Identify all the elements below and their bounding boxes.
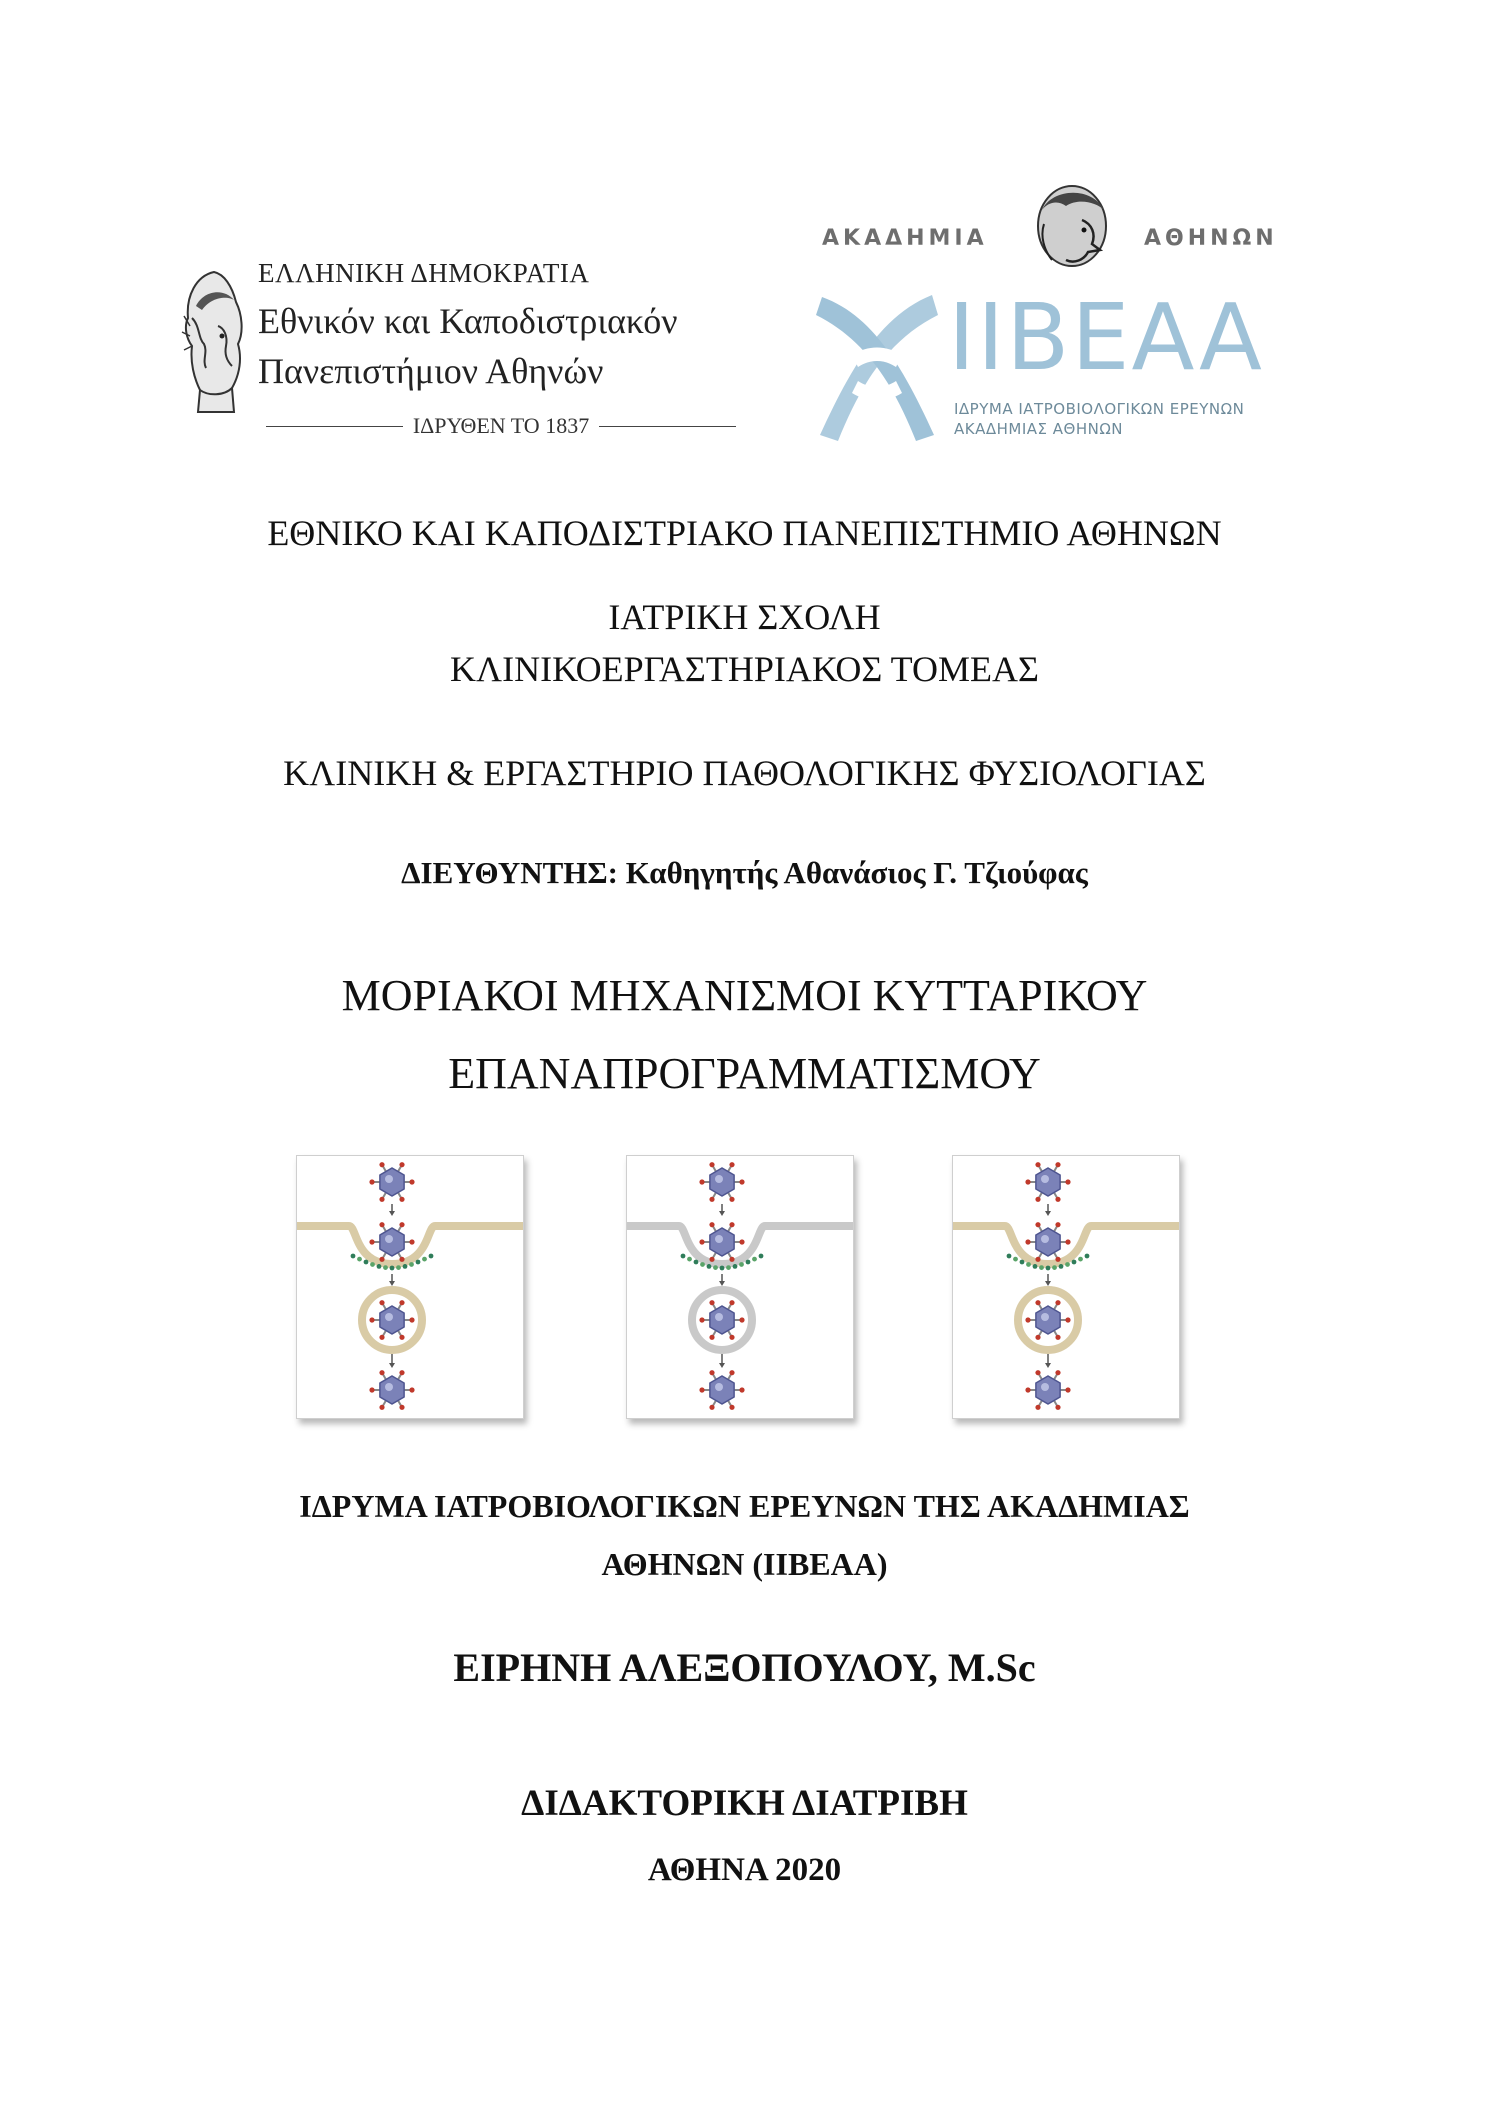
- ibeaa-wordmark: IIBEAA: [948, 284, 1264, 391]
- down-arrow-icon: [389, 1354, 395, 1368]
- athena-head-icon: [1022, 180, 1122, 270]
- endocytosis-diagram-icon: [627, 1156, 853, 1418]
- uoa-republic-label: ΕΛΛΗΝΙΚΗ ΔΗΜΟΚΡΑΤΙΑ: [258, 258, 590, 288]
- virus-particle-icon: [1025, 1300, 1070, 1340]
- virus-particle-icon: [369, 1222, 414, 1262]
- virus-particle-icon: [699, 1370, 744, 1410]
- ibeaa-subtitle-line2: ΑΚΑΔΗΜΙΑΣ ΑΘΗΝΩΝ: [954, 420, 1124, 438]
- cell-membrane: [627, 1226, 853, 1264]
- down-arrow-icon: [719, 1354, 725, 1368]
- academy-label-right: ΑΘΗΝΩΝ: [1144, 226, 1278, 251]
- ibeaa-helix-icon: [812, 285, 942, 445]
- down-arrow-icon: [1045, 1204, 1051, 1216]
- academy-label-left: ΑΚΑΔΗΜΙΑ: [822, 226, 988, 251]
- virus-particle-icon: [699, 1222, 744, 1262]
- down-arrow-icon: [389, 1274, 395, 1286]
- degree-label: ΔΙΔΑΚΤΟΡΙΚΗ ΔΙΑΤΡΙΒΗ: [521, 1783, 968, 1824]
- down-arrow-icon: [719, 1204, 725, 1216]
- sector-name: ΚΛΙΝΙΚΟΕΡΓΑΣΤΗΡΙΑΚΟΣ ΤΟΜΕΑΣ: [450, 649, 1039, 689]
- virus-particle-icon: [369, 1162, 414, 1202]
- cell-membrane: [953, 1226, 1179, 1264]
- endocytosis-diagram-icon: [953, 1156, 1179, 1418]
- virus-particle-icon: [369, 1370, 414, 1410]
- director-line: ΔΙΕΥΘΥΝΤΗΣ: Καθηγητής Αθανάσιος Γ. Τζιούφας: [401, 855, 1088, 890]
- athena-emblem-icon: [178, 266, 250, 416]
- cell-membrane: [297, 1226, 523, 1264]
- ibeaa-subtitle-line1: ΙΔΡΥΜΑ ΙΑΤΡΟΒΙΟΛΟΓΙΚΩΝ ΕΡΕΥΝΩΝ: [954, 400, 1245, 418]
- virus-particle-icon: [1025, 1222, 1070, 1262]
- university-name: ΕΘΝΙΚΟ ΚΑΙ ΚΑΠΟΔΙΣΤΡΙΑΚΟ ΠΑΝΕΠΙΣΤΗΜΙΟ ΑΘΗΝΩΝ: [267, 513, 1222, 553]
- uoa-founded: [266, 413, 736, 439]
- uoa-logo: [178, 258, 738, 448]
- virus-particle-icon: [369, 1300, 414, 1340]
- down-arrow-icon: [719, 1274, 725, 1286]
- clinic-name: ΚΛΙΝΙΚΗ & ΕΡΓΑΣΤΗΡΙΟ ΠΑΘΟΛΟΓΙΚΗΣ ΦΥΣΙΟΛΟΓΙΑΣ: [283, 753, 1206, 793]
- author-name: ΕΙΡΗΝΗ ΑΛΕΞΟΠΟΥΛΟΥ, M.Sc: [453, 1645, 1036, 1690]
- thesis-title-line1: ΜΟΡΙΑΚΟΙ ΜΗΧΑΝΙΣΜΟΙ ΚΥΤΤΑΡΙΚΟΥ: [341, 971, 1148, 1020]
- virus-particle-icon: [1025, 1162, 1070, 1202]
- virus-particle-icon: [699, 1162, 744, 1202]
- uoa-name-line2: Πανεπιστήμιον Αθηνών: [258, 351, 604, 391]
- school-name: ΙΑΤΡΙΚΗ ΣΧΟΛΗ: [608, 597, 881, 637]
- figure-panel: [626, 1155, 854, 1419]
- virus-particle-icon: [1025, 1370, 1070, 1410]
- down-arrow-icon: [1045, 1274, 1051, 1286]
- divider: [266, 426, 403, 427]
- figure-panel: [952, 1155, 1180, 1419]
- uoa-founded-label: ΙΔΡΥΘΕΝ ΤΟ 1837: [412, 413, 590, 438]
- uoa-name-line1: Εθνικόν και Καποδιστριακόν: [258, 301, 678, 341]
- down-arrow-icon: [389, 1204, 395, 1216]
- figure-panel: [296, 1155, 524, 1419]
- academy-banner: [822, 180, 1292, 270]
- place-year: ΑΘΗΝΑ 2020: [647, 1852, 842, 1888]
- institute-line1: ΙΔΡΥΜΑ ΙΑΤΡΟΒΙΟΛΟΓΙΚΩΝ ΕΡΕΥΝΩΝ ΤΗΣ ΑΚΑΔΗΜΙΑΣ: [299, 1488, 1190, 1524]
- thesis-title-line2: ΕΠΑΝΑΠΡΟΓΡΑΜΜΑΤΙΣΜΟΥ: [448, 1049, 1041, 1098]
- endocytosis-diagram-icon: [297, 1156, 523, 1418]
- down-arrow-icon: [1045, 1354, 1051, 1368]
- virus-particle-icon: [699, 1300, 744, 1340]
- institute-line2: ΑΘΗΝΩΝ (ΙΙΒΕΑΑ): [601, 1546, 888, 1582]
- ibeaa-logo: [812, 180, 1292, 460]
- divider: [599, 426, 736, 427]
